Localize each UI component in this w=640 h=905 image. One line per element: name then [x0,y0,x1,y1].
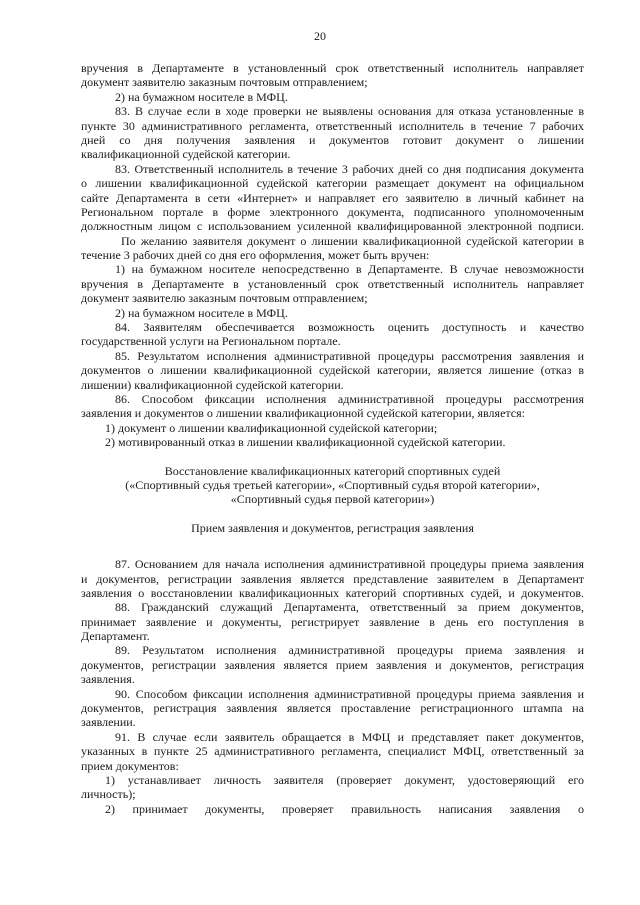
spacer [81,450,584,464]
text-line: По желанию заявителя документ о лишении квалификационной судейской категории в [121,233,584,248]
text-line: документ заявителю заказным почтовым отправлением; [81,75,368,90]
text-line: 1) документ о лишении квалификационной судейской категории; [105,420,438,435]
text-line: 87. Основанием для начала исполнения административной процедуры приема заявления [115,557,584,572]
text-line: Департамент. [81,629,150,644]
text-line: 2) на бумажном носителе в МФЦ. [115,89,288,104]
text-line: вручения в Департаменте в установленный срок ответственный исполнитель направляет [81,61,584,75]
text-line: должностным лицом с использованием усиленной квалифицированной электронной подписи. [81,219,584,234]
text-line: документов о лишении квалификационной судейской категории, является лишение (отказ в [81,363,584,378]
spacer [81,507,584,521]
text-line: личность); [81,787,136,802]
text-line: заявлении. [81,715,136,730]
page-number: 20 [314,29,326,43]
document-body [81,61,584,816]
text-line: 83. Ответственный исполнитель в течение 3 рабочих дней со дня подписания документа [115,161,584,176]
text-line: 89. Результатом исполнения административной процедуры приема заявления и [115,643,584,658]
text-line: государственной услуги на Региональном портале. [81,334,341,349]
text-line: заявления о восстановлении квалификационных категорий спортивных судей, и документов. [81,585,584,600]
text-line: 2) на бумажном носителе в МФЦ. [115,305,288,320]
text-line: вручения в Департаменте в установленный срок ответственный исполнитель направляет [81,276,584,291]
text-line: дней со дня получения заявления и документов готовит документ о лишении [81,132,584,147]
text-line: 85. Результатом исполнения административной процедуры рассмотрения заявления и [115,348,584,363]
text-line: 86. Способом фиксации исполнения административной процедуры рассмотрения [115,391,584,406]
spacer [81,535,584,557]
text-line: 90. Способом фиксации исполнения административной процедуры приема заявления и [115,686,584,701]
section-heading-line: «Спортивный судья первой категории») [230,492,435,507]
text-line: документов, регистрация заявления является проставление регистрационного штампа на [81,701,584,716]
text-line: 2) принимает документы, проверяет правильность написания заявления о [105,801,584,816]
text-line: 83. В случае если в ходе проверки не выявлены основания для отказа установленные в [115,104,584,119]
text-line: 84. Заявителям обеспечивается возможность оценить доступность и качество [115,320,584,335]
section-heading-line: («Спортивный судья третьей категории», «Спортивный судья второй категории», [125,477,540,492]
text-line: указанных в пункте 25 административного регламента, специалист МФЦ, ответственный за [81,744,584,759]
text-line: документ заявителю заказным почтовым отправлением; [81,291,368,306]
section-heading-line: Прием заявления и документов, регистрация заявления [191,520,474,535]
section-heading-line: Восстановление квалификационных категорий спортивных судей [164,463,501,478]
text-line: Региональном портале в форме электронного документа, подписанного уполномоченным [81,204,584,219]
text-line: квалификационной судейской категории. [81,147,291,162]
text-line: заявления. [81,672,135,687]
text-line: течение 3 рабочих дней со дня его оформления, может быть вручен: [81,248,430,263]
text-line: принимает заявление и документы, регистрирует заявление в день его поступления в [81,614,584,629]
text-line: заявления и документов о лишении квалификационной судейской категории, является: [81,406,525,421]
text-line: 2) мотивированный отказ в лишении квалификационной судейской категории. [105,435,506,450]
text-line: о лишении квалификационной судейской категории размещает документ на официальном [81,176,584,191]
text-line: документов, регистрации заявления является прием заявления и документов, регистрация [81,657,584,672]
text-line: сайте Департамента в сети «Интернет» и направляет его заявителю в личный кабинет на [81,190,584,205]
text-line: 88. Гражданский служащий Департамента, ответственный за прием документов, [115,600,584,615]
text-line: 1) на бумажном носителе непосредственно в Департаменте. В случае невозможности [115,262,584,277]
text-line: и документов, регистрации заявления является представление заявителем в Департамент [81,571,584,586]
text-line: прием документов: [81,758,179,773]
text-line: 91. В случае если заявитель обращается в МФЦ и представляет пакет документов, [115,729,584,744]
text-line: пункте 30 административного регламента, ответственный исполнитель в течение 7 рабочих [81,118,584,133]
text-line: лишении) квалификационной судейской категории. [81,377,344,392]
text-line: 1) устанавливает личность заявителя (проверяет документ, удостоверяющий его [105,772,584,787]
